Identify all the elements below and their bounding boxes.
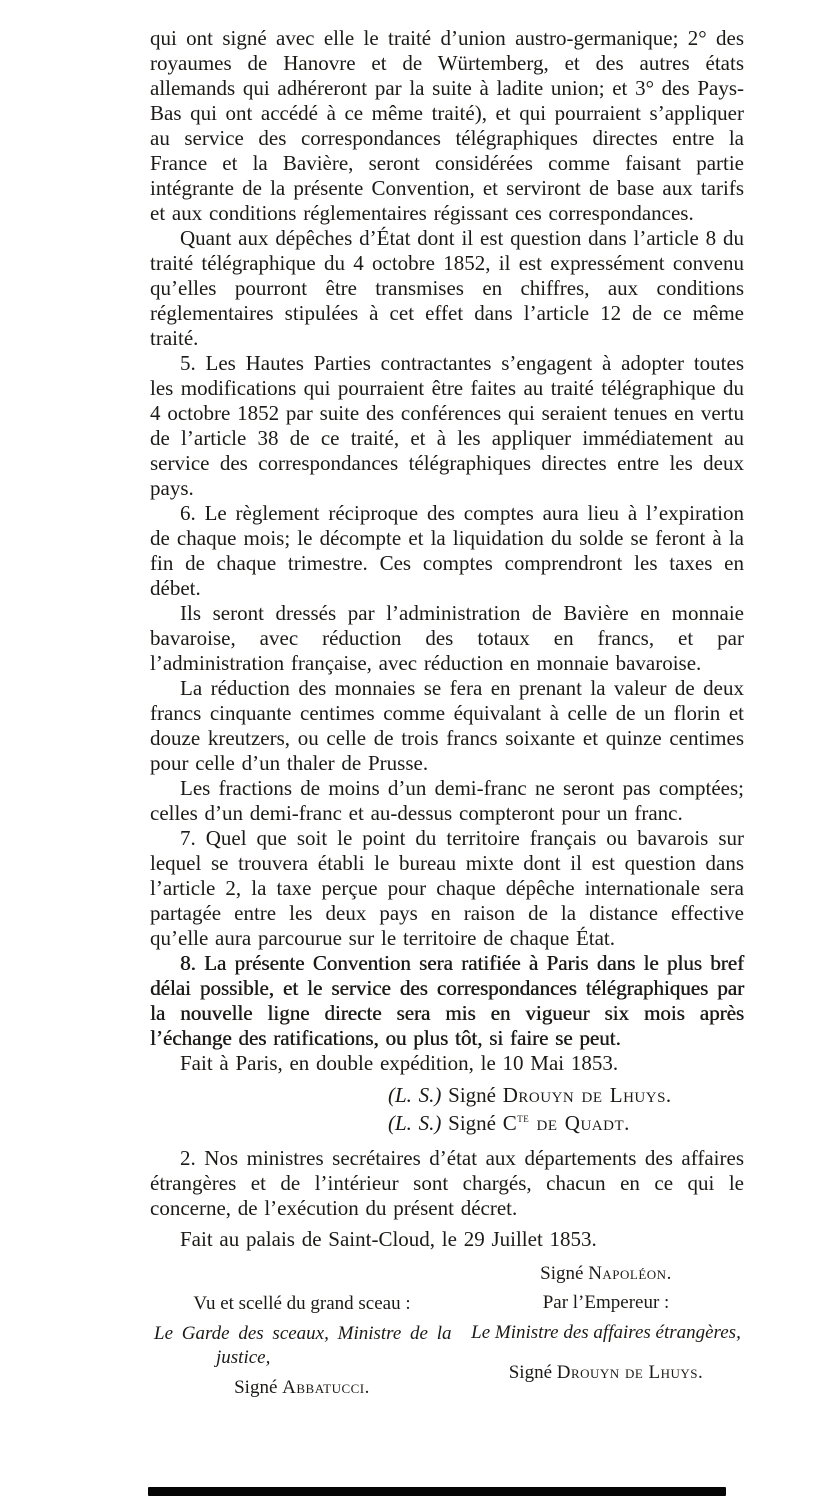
saint-cloud-dateline: Fait au palais de Saint-Cloud, le 29 Juillet 1853. bbox=[180, 1227, 597, 1251]
attestation-right-column bbox=[468, 1262, 744, 1400]
signatory-name: Abbatucci. bbox=[282, 1377, 370, 1398]
paragraph-accounts: Ils seront dressés par l’administration de Bavière en monnaie bavaroise, avec réduction des totaux en francs, et par l’administration française, avec réduction en monnaie bavaroise. bbox=[150, 601, 744, 675]
paragraph-article-5: 5. Les Hautes Parties contractantes s’engagent à adopter toutes les modifications qui pourraient être faites au traité télégraphique du 4 octobre 1852 par suite des conférences qui seraient tenues en vertu de l’article 38 de ce traité, et à les appliquer immédiatement au service des correspondances télégraphiques directes entre les deux pays. bbox=[150, 351, 744, 500]
signature-drouyn-de-lhuys-bottom bbox=[468, 1361, 744, 1385]
signature-drouyn-de-lhuys bbox=[388, 1081, 744, 1109]
attestation-block bbox=[150, 1262, 744, 1400]
signature-de-quadt bbox=[388, 1109, 744, 1137]
paragraph-article-6: 6. Le règlement réciproque des comptes aura lieu à l’expiration de chaque mois; le décompte et la liquidation du solde se feront à la fin de chaque trimestre. Ces comptes comprendront les taxes en débet. bbox=[150, 501, 744, 600]
attestation-left-column bbox=[154, 1262, 450, 1400]
signature-napoleon bbox=[468, 1262, 744, 1286]
signatory-name: Drouyn de Lhuys. bbox=[556, 1362, 704, 1383]
signed-label: Signé bbox=[448, 1111, 497, 1135]
treaty-signature-block bbox=[388, 1081, 744, 1137]
seal-mark: (L. S.) bbox=[388, 1111, 442, 1135]
signatory-name: Drouyn de Lhuys. bbox=[502, 1083, 672, 1107]
decree-paragraph-2: 2. Nos ministres secrétaires d’état aux départements des affaires étrangères et de l’intérieur sont chargés, chacun en ce qui le concerne, de l’exécution du présent décret. bbox=[150, 1146, 744, 1220]
superscript-te: te bbox=[517, 1111, 530, 1125]
document-text-block bbox=[150, 26, 744, 1400]
paragraph-article-7: 7. Quel que soit le point du territoire français ou bavarois sur lequel se trouvera établi le bureau mixte dont il est question dans l’article 2, la taxe perçue pour chaque dépêche internationale sera partagée entre les deux pays en raison de la distance effective qu’elle aura parcourue sur le territoire de chaque État. bbox=[150, 826, 744, 950]
signatory-name: $C^{te}$ de Quadt. bbox=[502, 1111, 630, 1135]
scan-artifact-bar bbox=[148, 1487, 726, 1496]
signed-label: Signé bbox=[540, 1263, 584, 1284]
signature-abbatucci bbox=[154, 1376, 450, 1400]
paragraph-currency-conversion: La réduction des monnaies se fera en prenant la valeur de deux francs cinquante centimes comme équivalant à celle de un florin et douze kreutzers, ou celle de trois francs soixante et quinze centimes pour celle d’un thaler de Prusse. bbox=[150, 676, 744, 775]
signed-label: Signé bbox=[508, 1362, 552, 1383]
seal-mark: (L. S.) bbox=[388, 1083, 442, 1107]
foreign-affairs-minister-title: Le Ministre des affaires étrangères, bbox=[471, 1322, 741, 1343]
paragraph-state-dispatches: Quant aux dépêches d’État dont il est question dans l’article 8 du traité télégraphique du 4 octobre 1852, il est expressément convenu qu’elles pourront être transmises en chiffres, aux conditions réglementaires stipulées à cet effet dans l’article 12 de ce même traité. bbox=[150, 226, 744, 350]
paragraph-continuation: qui ont signé avec elle le traité d’union austro-germanique; 2° des royaumes de Hanovre et de Würtemberg, et des autres états allemands qui adhéreront par la suite à ladite union; et 3° des Pays-Bas qui ont accédé à ce même traité), et qui pourraient s’appliquer au service des correspondances télégraphiques directes entre la France et la Bavière, seront considérées comme faisant partie intégrante de la présente Convention, et serviront de base aux tarifs et aux conditions réglementaires régissant ces correspondances. bbox=[150, 26, 744, 225]
grand-seal-header: Vu et scellé du grand sceau : bbox=[193, 1293, 411, 1314]
signed-label: Signé bbox=[234, 1377, 278, 1398]
paragraph-fractions: Les fractions de moins d’un demi-franc ne seront pas comptées; celles d’un demi-franc et au-dessus compteront pour un franc. bbox=[150, 776, 744, 825]
paris-dateline: Fait à Paris, en double expédition, le 10 Mai 1853. bbox=[180, 1051, 619, 1075]
emperor-name: Napoléon. bbox=[588, 1263, 672, 1284]
paragraph-article-8: 8. La présente Convention sera ratifiée à Paris dans le plus bref délai possible, et le service des correspondances télégraphiques par la nouvelle ligne directe sera mis en vigueur six mois après l’échange des ratifications, ou plus tôt, si faire se peut. bbox=[150, 951, 744, 1050]
signed-label: Signé bbox=[448, 1083, 497, 1107]
keeper-of-seals-title: Le Garde des sceaux, Ministre de la justice, bbox=[154, 1323, 452, 1368]
by-the-emperor-header: Par l’Empereur : bbox=[542, 1292, 670, 1313]
